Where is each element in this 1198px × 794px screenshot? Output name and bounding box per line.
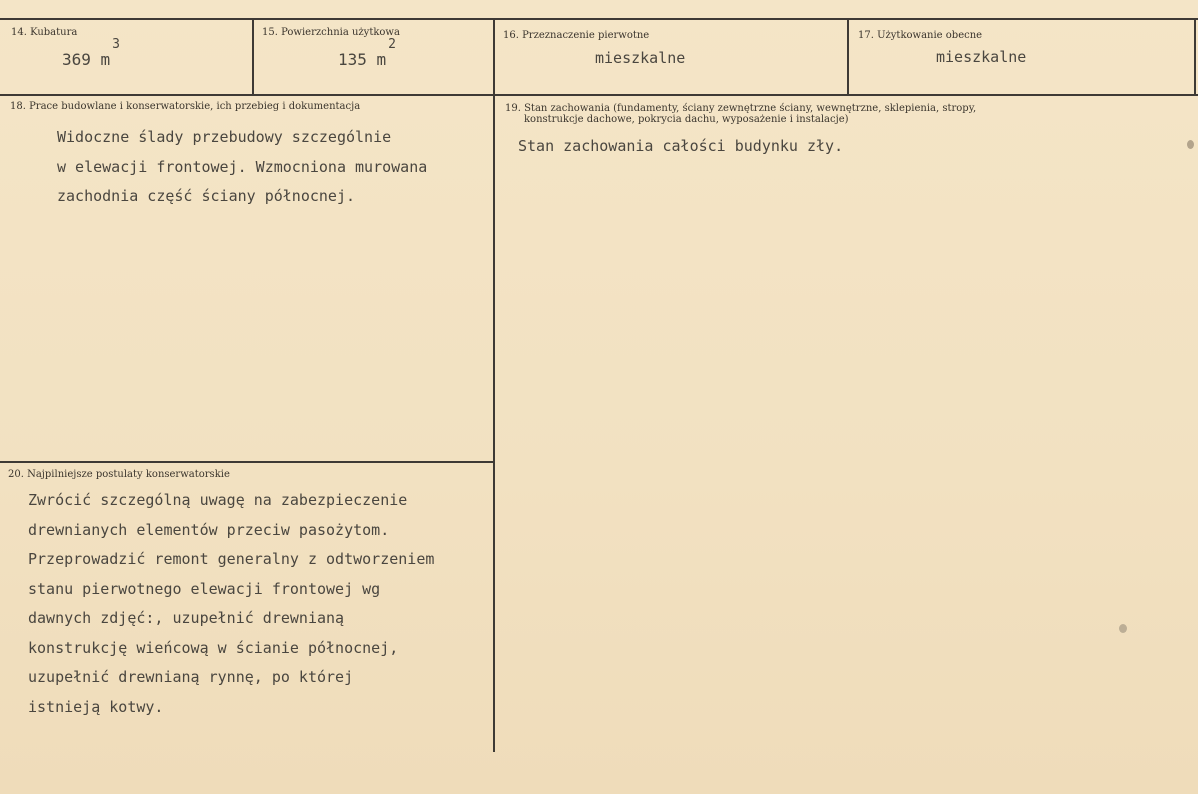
field-15-value	[338, 37, 396, 69]
field-16-label: 16. Przeznaczenie pierwotne	[503, 30, 650, 41]
field-15-label: 15. Powierzchnia użytkowa	[262, 27, 400, 38]
area-exponent: 2	[388, 37, 396, 52]
cubature-unit	[62, 37, 120, 69]
top-rule	[0, 18, 1198, 20]
field-20-line: Przeprowadzić remont generalny z odtworzeniem	[28, 550, 435, 568]
field-17-label: 17. Użytkowanie obecne	[858, 30, 983, 41]
field-20-line: konstrukcję wieńcową w ścianie północnej,	[28, 638, 399, 657]
cubature-number: 369 m	[62, 50, 111, 69]
field-19-label	[505, 103, 976, 125]
field-20-text	[28, 486, 434, 722]
area-unit	[338, 37, 396, 69]
field-18-text	[57, 123, 427, 212]
field-14-label: 14. Kubatura	[11, 27, 78, 38]
row-divider-middle	[0, 461, 494, 463]
column-divider-1	[252, 18, 254, 96]
field-20-line: dawnych zdjęć:, uzupełnić drewnianą	[28, 609, 345, 627]
field-18-line: Widoczne ślady przebudowy szczególnie	[57, 128, 392, 146]
field-16-value: mieszkalne	[595, 49, 686, 67]
column-divider-3	[847, 18, 849, 96]
field-19-label-line: 19. Stan zachowania (fundamenty, ściany zewnętrzne ściany, wewnętrzne, sklepienia, stropy,	[505, 103, 977, 114]
field-18-line: zachodnia część ściany północnej.	[57, 187, 356, 205]
paper-stain	[1119, 624, 1127, 633]
field-19-text	[518, 132, 843, 162]
field-20-label: 20. Najpilniejsze postulaty konserwatorskie	[8, 469, 230, 480]
field-20-line: uzupełnić drewnianą rynnę, po której	[28, 668, 354, 686]
row-divider-top	[0, 94, 1198, 96]
paper-stain	[1187, 140, 1194, 149]
column-divider-2	[493, 18, 495, 752]
field-18-line: w elewacji frontowej. Wzmocniona murowana	[57, 157, 428, 176]
field-14-value	[62, 37, 120, 69]
field-18-label: 18. Prace budowlane i konserwatorskie, ich przebieg i dokumentacja	[10, 101, 361, 112]
field-20-line: istnieją kotwy.	[28, 697, 164, 716]
field-17-value: mieszkalne	[936, 48, 1027, 66]
field-20-line: Zwrócić szczególną uwagę na zabezpieczenie	[28, 491, 408, 509]
field-20-line: drewnianych elementów przeciw pasożytom.	[28, 520, 390, 539]
field-20-line: stanu pierwotnego elewacji frontowej wg	[28, 579, 381, 598]
field-19-line: Stan zachowania całości budynku zły.	[518, 137, 844, 155]
area-number: 135 m	[338, 50, 387, 69]
right-edge-rule	[1194, 18, 1196, 96]
field-19-label-line: konstrukcje dachowe, pokrycia dachu, wyposażenie i instalacje)	[524, 114, 849, 125]
cubature-exponent: 3	[112, 37, 120, 52]
